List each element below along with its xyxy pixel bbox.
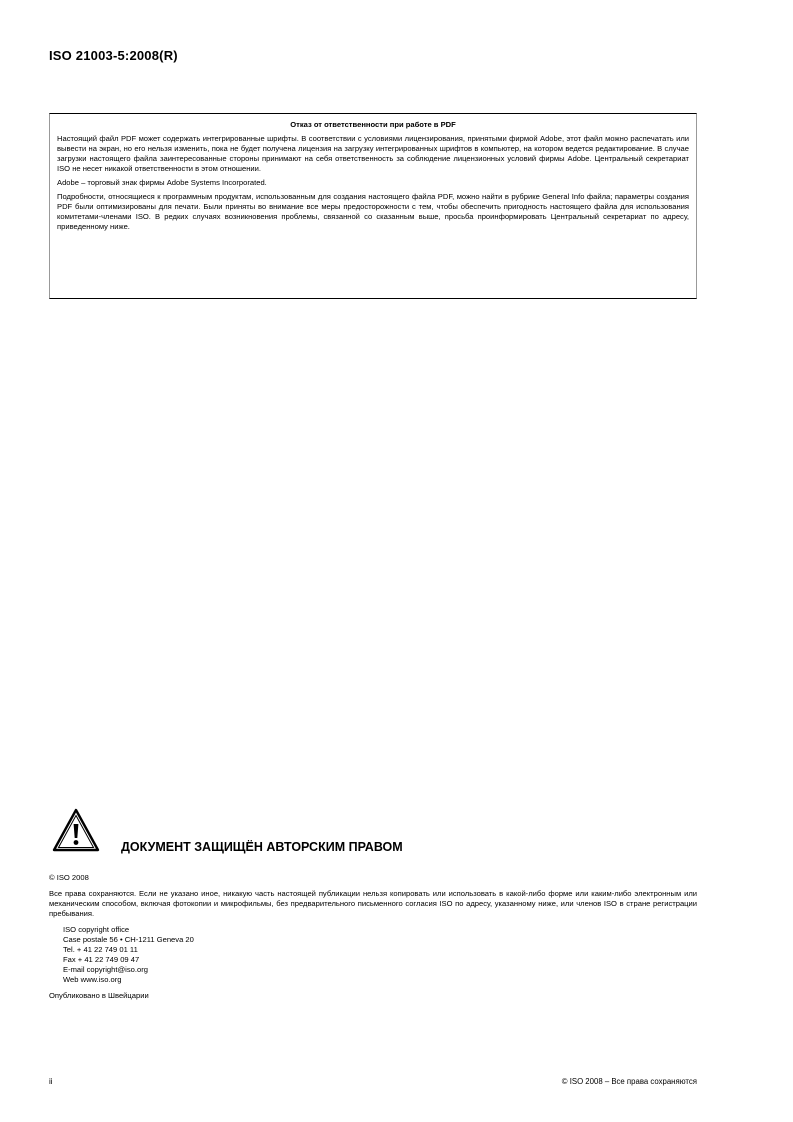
address-line: Fax + 41 22 749 09 47 (63, 955, 140, 964)
address-line: Case postale 56 • CH-1211 Geneva 20 (63, 935, 194, 944)
published-in: Опубликовано в Швейцарии (49, 991, 149, 1000)
standard-id: ISO 21003-5:2008(R) (49, 48, 178, 63)
address-line: Web www.iso.org (63, 975, 122, 984)
copyright-heading: ДОКУМЕНТ ЗАЩИЩЁН АВТОРСКИМ ПРАВОМ (121, 840, 403, 854)
disclaimer-paragraph: Настоящий файл PDF может содержать интегрированные шрифты. В соответствии с условиями лицензирования, принятыми фирмой Adobe, этот файл можно распечатать или вывести на экран, но его нельзя изменить, пока не будет получена лицензия на загрузку интегрированных шрифтов в компьютер, на котором ведется редактирование. В случае загрузки настоящего файла заинтересованные стороны принимают на себя ответственность за соблюдение лицензионных условий фирмы Adobe. Центральный секретариат ISO не несет никакой ответственности в этом отношении. (57, 134, 689, 173)
disclaimer-title: Отказ от ответственности при работе в PDF (290, 120, 456, 129)
address-line: ISO copyright office (63, 925, 130, 934)
address-line: Tel. + 41 22 749 01 11 (63, 945, 138, 954)
disclaimer-paragraph: Adobe – торговый знак фирмы Adobe Systems Incorporated. (57, 178, 267, 187)
copyright-section (49, 873, 697, 1001)
iso-address-block (63, 925, 697, 985)
footer-rights: © ISO 2008 – Все права сохраняются (561, 1077, 697, 1086)
pdf-disclaimer-box (49, 113, 697, 299)
rights-text: Все права сохраняются. Если не указано иное, никакую часть настоящей публикации нельзя копировать или использовать в какой-либо форме или каким-либо электронным или механическим способом, включая фотокопии и микрофильмы, без предварительного письменного согласия ISO по адресу, указанному ниже, или членов ISO в стране регистрации пребывания. (49, 889, 697, 918)
page-number: ii (49, 1077, 53, 1086)
disclaimer-paragraph: Подробности, относящиеся к программным продуктам, использованным для создания настоящего файла PDF, можно найти в рубрике General Info файла; параметры создания PDF были оптимизированы для печати. Были приняты во внимание все меры предосторожности с тем, чтобы обеспечить пригодность настоящего файла для использования комитетами-членами ISO. В редких случаях возникновения проблемы, связанной со сказанным выше, просьба проинформировать Центральный секретариат по адресу, приведенному ниже. (57, 192, 689, 231)
warning-triangle-icon (51, 807, 101, 853)
copyright-notice: © ISO 2008 (49, 873, 89, 882)
address-line: E-mail copyright@iso.org (63, 965, 148, 974)
